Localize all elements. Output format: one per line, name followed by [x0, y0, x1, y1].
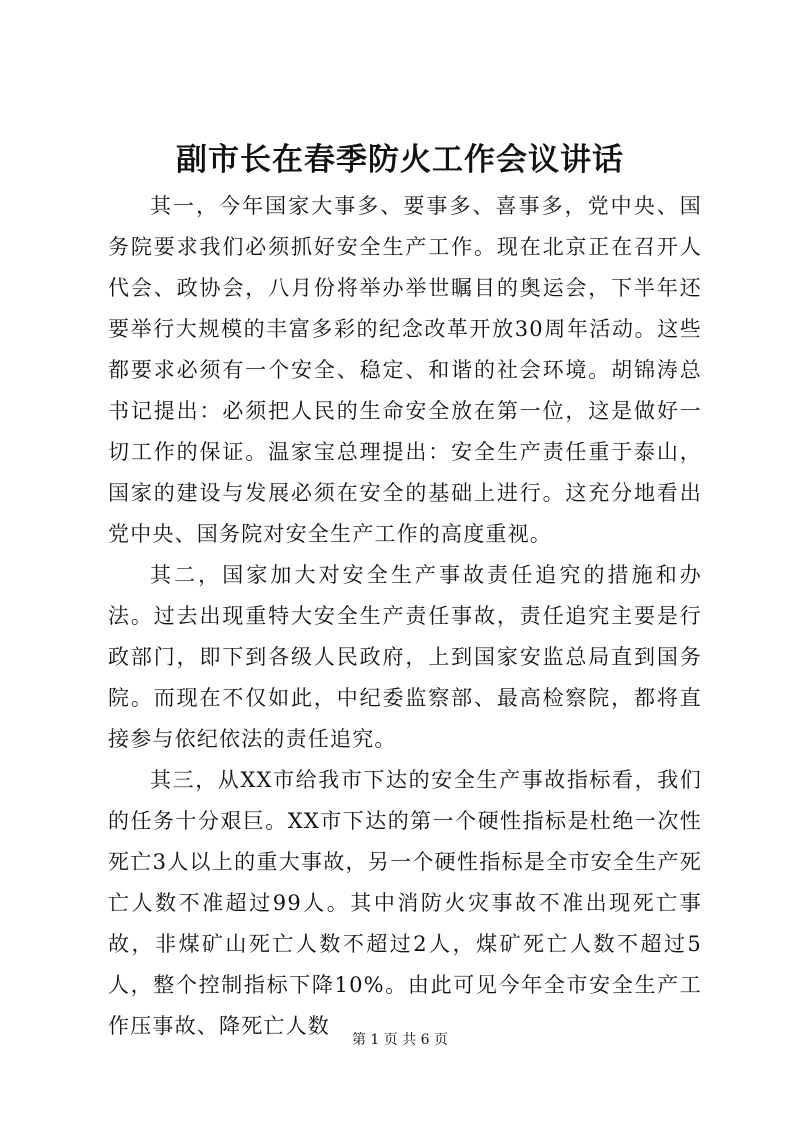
- page-footer: 第 1 页 共 6 页: [351, 1032, 449, 1048]
- document-title: 副市长在春季防火工作会议讲话: [176, 142, 624, 178]
- paragraph-2: 其二，国家加大对安全生产事故责任追究的措施和办法。过去出现重特大安全生产责任事故，责任追究主要是行政部门，即下到各级人民政府，上到国家安监总局直到国务院。而现在不仅如此，中纪委监察部、最高检察院，都将直接参与依纪依法的责任追究。: [108, 563, 702, 751]
- paragraph-1: 其一，今年国家大事多、要事多、喜事多，党中央、国务院要求我们必须抓好安全生产工作。现在北京正在召开人代会、政协会，八月份将举办举世瞩目的奥运会，下半年还要举行大规模的丰富多彩的纪念改革开放30周年活动。这些都要求必须有一个安全、稳定、和谐的社会环境。胡锦涛总书记提出：必须把人民的生命安全放在第一位，这是做好一切工作的保证。温家宝总理提出：安全生产责任重于泰山，国家的建设与发展必须在安全的基础上进行。这充分地看出党中央、国务院对安全生产工作的高度重视。: [108, 194, 702, 546]
- document-body: [108, 186, 702, 1047]
- paragraph-3: 其三，从XX市给我市下达的安全生产事故指标看，我们的任务十分艰巨。XX市下达的第一个硬性指标是杜绝一次性死亡3人以上的重大事故，另一个硬性指标是全市安全生产死亡人数不准超过99人。其中消防火灾事故不准出现死亡事故，非煤矿山死亡人数不超过2人，煤矿死亡人数不超过5人，整个控制指标下降10%。由此可见今年全市安全生产工作压事故、降死亡人数: [108, 768, 702, 1038]
